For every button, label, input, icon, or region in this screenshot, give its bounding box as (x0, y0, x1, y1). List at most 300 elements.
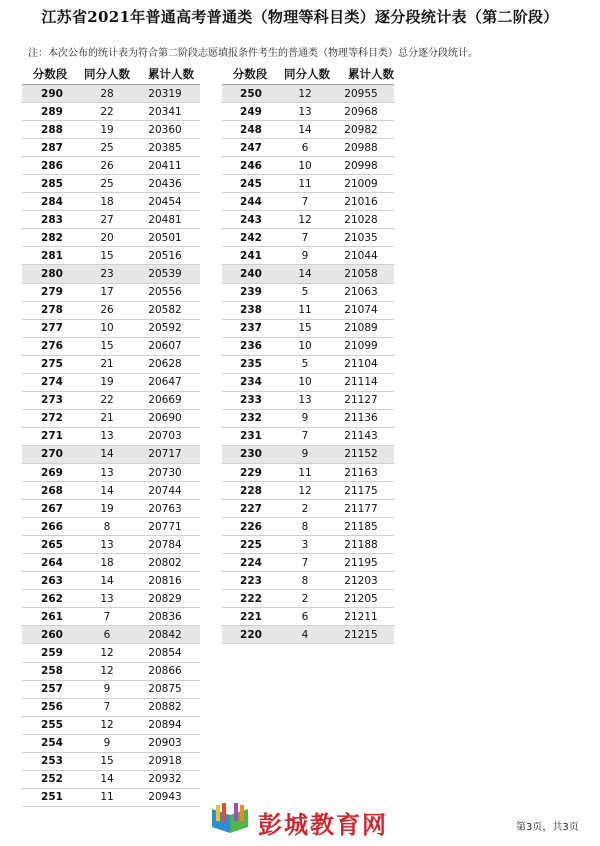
same-count-cell: 21 (100, 358, 114, 371)
table-row (22, 121, 200, 139)
same-count-cell: 9 (103, 737, 111, 750)
table-row (22, 717, 200, 735)
table-row (222, 175, 394, 193)
score-cell: 266 (41, 520, 63, 533)
header-same: 同分人数 (84, 67, 130, 81)
table-row (222, 247, 394, 265)
score-cell: 276 (41, 340, 63, 353)
same-count-cell: 7 (301, 231, 309, 244)
logo-text: 彭城教育网 (258, 810, 388, 839)
score-cell: 257 (41, 683, 63, 696)
table-row (22, 771, 200, 789)
score-cell: 253 (41, 755, 63, 768)
same-count-cell: 25 (100, 141, 114, 154)
score-cell: 228 (240, 484, 262, 497)
table-row (222, 356, 394, 374)
cumulative-cell: 21099 (344, 340, 378, 353)
score-cell: 280 (41, 267, 63, 280)
table-row (222, 626, 394, 644)
score-cell: 264 (41, 556, 63, 569)
same-count-cell: 5 (301, 286, 309, 299)
table-row (22, 446, 200, 464)
score-cell: 249 (240, 105, 262, 118)
same-count-cell: 12 (100, 665, 114, 678)
table-row (22, 789, 200, 807)
score-cell: 255 (41, 719, 63, 732)
table-row (222, 211, 394, 229)
score-cell: 272 (41, 412, 63, 425)
table-row (22, 392, 200, 410)
cumulative-cell: 21114 (344, 376, 378, 389)
score-cell: 246 (240, 159, 262, 172)
table-row (22, 663, 200, 681)
same-count-cell: 13 (298, 105, 312, 118)
cumulative-cell: 20882 (148, 701, 182, 714)
table-row (222, 392, 394, 410)
cumulative-cell: 20982 (344, 123, 378, 136)
cumulative-cell: 20385 (148, 141, 182, 154)
score-cell: 247 (240, 141, 262, 154)
cumulative-cell: 20918 (148, 755, 182, 768)
table-row (222, 590, 394, 608)
table-row (22, 536, 200, 554)
table-row (222, 338, 394, 356)
same-count-cell: 19 (100, 376, 114, 389)
table-header-right (222, 66, 406, 83)
score-cell: 290 (41, 87, 63, 100)
cumulative-cell: 20319 (148, 87, 182, 100)
score-cell: 231 (240, 430, 262, 443)
table-row (22, 626, 200, 644)
score-cell: 289 (41, 105, 63, 118)
table-row (22, 229, 200, 247)
score-cell: 233 (240, 394, 262, 407)
cumulative-cell: 20968 (344, 105, 378, 118)
score-cell: 244 (240, 195, 262, 208)
same-count-cell: 8 (301, 574, 309, 587)
table-row (22, 608, 200, 626)
score-cell: 225 (240, 538, 262, 551)
score-cell: 243 (240, 213, 262, 226)
score-cell: 262 (41, 592, 63, 605)
table-row (222, 464, 394, 482)
score-cell: 221 (240, 610, 262, 623)
cumulative-cell: 20866 (148, 665, 182, 678)
same-count-cell: 11 (298, 177, 312, 190)
score-cell: 277 (41, 322, 63, 335)
same-count-cell: 15 (100, 755, 114, 768)
table-row (222, 139, 394, 157)
cumulative-cell: 21089 (344, 322, 378, 335)
same-count-cell: 11 (100, 791, 114, 804)
score-cell: 284 (41, 195, 63, 208)
same-count-cell: 13 (298, 394, 312, 407)
score-cell: 252 (41, 773, 63, 786)
score-cell: 275 (41, 358, 63, 371)
cumulative-cell: 20763 (148, 502, 182, 515)
table-row (222, 103, 394, 121)
score-cell: 234 (240, 376, 262, 389)
score-cell: 220 (240, 628, 262, 641)
same-count-cell: 10 (298, 340, 312, 353)
cumulative-cell: 20539 (148, 267, 182, 280)
same-count-cell: 14 (298, 267, 312, 280)
same-count-cell: 10 (298, 159, 312, 172)
same-count-cell: 14 (100, 484, 114, 497)
header-score: 分数段 (232, 67, 268, 81)
table-row (22, 103, 200, 121)
same-count-cell: 19 (100, 123, 114, 136)
table-row (222, 482, 394, 500)
cumulative-cell: 20730 (148, 466, 182, 479)
table-row (22, 320, 200, 338)
same-count-cell: 19 (100, 502, 114, 515)
score-cell: 279 (41, 286, 63, 299)
same-count-cell: 6 (103, 628, 111, 641)
same-count-cell: 18 (100, 556, 114, 569)
cumulative-cell: 20690 (148, 412, 182, 425)
cumulative-cell: 21143 (344, 430, 378, 443)
same-count-cell: 3 (301, 538, 309, 551)
table-row (22, 175, 200, 193)
table-row (222, 157, 394, 175)
header-cum: 累计人数 (148, 67, 194, 81)
same-count-cell: 9 (301, 412, 309, 425)
score-cell: 287 (41, 141, 63, 154)
same-count-cell: 14 (100, 574, 114, 587)
cumulative-cell: 21211 (344, 610, 378, 623)
cumulative-cell: 20932 (148, 773, 182, 786)
cumulative-cell: 20454 (148, 195, 182, 208)
cumulative-cell: 20341 (148, 105, 182, 118)
table-row (222, 554, 394, 572)
table-row (22, 482, 200, 500)
cumulative-cell: 20360 (148, 123, 182, 136)
score-cell: 227 (240, 502, 262, 515)
table-row (22, 410, 200, 428)
cumulative-cell: 21136 (344, 412, 378, 425)
header-score: 分数段 (32, 67, 68, 81)
cumulative-cell: 20802 (148, 556, 182, 569)
same-count-cell: 12 (100, 646, 114, 659)
score-cell: 230 (240, 448, 262, 461)
score-cell: 236 (240, 340, 262, 353)
cumulative-cell: 20842 (148, 628, 182, 641)
score-cell: 245 (240, 177, 262, 190)
same-count-cell: 9 (301, 249, 309, 262)
cumulative-cell: 21028 (344, 213, 378, 226)
table-row (222, 410, 394, 428)
same-count-cell: 6 (301, 141, 309, 154)
table-row (222, 302, 394, 320)
cumulative-cell: 20998 (344, 159, 378, 172)
score-cell: 261 (41, 610, 63, 623)
same-count-cell: 22 (100, 394, 114, 407)
cumulative-cell: 20903 (148, 737, 182, 750)
table-row (222, 536, 394, 554)
same-count-cell: 28 (100, 87, 114, 100)
score-cell: 235 (240, 358, 262, 371)
score-cell: 260 (41, 628, 63, 641)
same-count-cell: 6 (301, 610, 309, 623)
table-row (222, 500, 394, 518)
cumulative-cell: 21185 (344, 520, 378, 533)
table-row (222, 608, 394, 626)
same-count-cell: 7 (301, 556, 309, 569)
score-cell: 281 (41, 249, 63, 262)
score-cell: 265 (41, 538, 63, 551)
cumulative-cell: 21177 (344, 502, 378, 515)
table-row (22, 500, 200, 518)
cumulative-cell: 20582 (148, 304, 182, 317)
same-count-cell: 13 (100, 430, 114, 443)
table-row (222, 85, 394, 103)
same-count-cell: 12 (298, 484, 312, 497)
table-row (22, 735, 200, 753)
score-cell: 237 (240, 322, 262, 335)
score-cell: 285 (41, 177, 63, 190)
cumulative-cell: 20829 (148, 592, 182, 605)
cumulative-cell: 20436 (148, 177, 182, 190)
table-header-left (22, 66, 206, 83)
table-row (22, 464, 200, 482)
table-row (22, 356, 200, 374)
cumulative-cell: 21215 (344, 628, 378, 641)
table-row (222, 229, 394, 247)
same-count-cell: 11 (298, 304, 312, 317)
same-count-cell: 25 (100, 177, 114, 190)
score-table-right (222, 85, 394, 644)
same-count-cell: 4 (301, 628, 309, 641)
score-cell: 282 (41, 231, 63, 244)
score-cell: 240 (240, 267, 262, 280)
score-cell: 256 (41, 701, 63, 714)
same-count-cell: 9 (301, 448, 309, 461)
cumulative-cell: 20647 (148, 376, 182, 389)
table-row (222, 320, 394, 338)
table-row (222, 518, 394, 536)
table-row (22, 644, 200, 662)
table-row (22, 193, 200, 211)
score-cell: 254 (41, 737, 63, 750)
cumulative-cell: 20501 (148, 231, 182, 244)
score-cell: 286 (41, 159, 63, 172)
score-cell: 223 (240, 574, 262, 587)
cumulative-cell: 20836 (148, 610, 182, 623)
cumulative-cell: 20592 (148, 322, 182, 335)
cumulative-cell: 21035 (344, 231, 378, 244)
same-count-cell: 7 (103, 610, 111, 623)
score-cell: 250 (240, 87, 262, 100)
same-count-cell: 7 (301, 430, 309, 443)
cumulative-cell: 20717 (148, 448, 182, 461)
score-cell: 224 (240, 556, 262, 569)
page-number: 第3页，共3页 (516, 822, 579, 833)
same-count-cell: 21 (100, 412, 114, 425)
score-cell: 251 (41, 791, 63, 804)
same-count-cell: 13 (100, 592, 114, 605)
table-row (22, 139, 200, 157)
cumulative-cell: 21175 (344, 484, 378, 497)
cumulative-cell: 20744 (148, 484, 182, 497)
same-count-cell: 13 (100, 538, 114, 551)
page-title: 江苏省2021年普通高考普通类（物理等科目类）逐分段统计表（第二阶段） (41, 8, 559, 26)
cumulative-cell: 20854 (148, 646, 182, 659)
table-row (22, 302, 200, 320)
cumulative-cell: 20894 (148, 719, 182, 732)
same-count-cell: 14 (298, 123, 312, 136)
cumulative-cell: 20955 (344, 87, 378, 100)
same-count-cell: 26 (100, 159, 114, 172)
cumulative-cell: 21044 (344, 249, 378, 262)
table-row (222, 121, 394, 139)
same-count-cell: 15 (100, 249, 114, 262)
book-icon (208, 803, 252, 841)
table-row (222, 572, 394, 590)
cumulative-cell: 21063 (344, 286, 378, 299)
table-row (222, 428, 394, 446)
table-row (222, 446, 394, 464)
score-cell: 222 (240, 592, 262, 605)
score-cell: 268 (41, 484, 63, 497)
same-count-cell: 18 (100, 195, 114, 208)
table-row (222, 193, 394, 211)
same-count-cell: 13 (100, 466, 114, 479)
cumulative-cell: 20816 (148, 574, 182, 587)
same-count-cell: 26 (100, 304, 114, 317)
cumulative-cell: 21074 (344, 304, 378, 317)
cumulative-cell: 20481 (148, 213, 182, 226)
cumulative-cell: 21152 (344, 448, 378, 461)
same-count-cell: 10 (298, 376, 312, 389)
cumulative-cell: 21104 (344, 358, 378, 371)
same-count-cell: 20 (100, 231, 114, 244)
cumulative-cell: 20556 (148, 286, 182, 299)
same-count-cell: 7 (301, 195, 309, 208)
same-count-cell: 17 (100, 286, 114, 299)
table-row (22, 211, 200, 229)
score-cell: 273 (41, 394, 63, 407)
same-count-cell: 8 (301, 520, 309, 533)
cumulative-cell: 20628 (148, 358, 182, 371)
table-row (22, 85, 200, 103)
table-row (222, 374, 394, 392)
table-row (22, 265, 200, 283)
score-cell: 267 (41, 502, 63, 515)
score-cell: 271 (41, 430, 63, 443)
cumulative-cell: 20875 (148, 683, 182, 696)
same-count-cell: 22 (100, 105, 114, 118)
cumulative-cell: 21009 (344, 177, 378, 190)
score-cell: 248 (240, 123, 262, 136)
same-count-cell: 9 (103, 683, 111, 696)
score-table-left (22, 85, 200, 807)
cumulative-cell: 21205 (344, 592, 378, 605)
same-count-cell: 23 (100, 267, 114, 280)
cumulative-cell: 20411 (148, 159, 182, 172)
cumulative-cell: 21058 (344, 267, 378, 280)
cumulative-cell: 21203 (344, 574, 378, 587)
cumulative-cell: 20784 (148, 538, 182, 551)
score-cell: 263 (41, 574, 63, 587)
cumulative-cell: 20703 (148, 430, 182, 443)
header-same: 同分人数 (284, 67, 330, 81)
cumulative-cell: 21195 (344, 556, 378, 569)
score-cell: 239 (240, 286, 262, 299)
table-row (22, 247, 200, 265)
same-count-cell: 7 (103, 701, 111, 714)
same-count-cell: 8 (103, 520, 111, 533)
cumulative-cell: 20516 (148, 249, 182, 262)
table-row (22, 590, 200, 608)
cumulative-cell: 20669 (148, 394, 182, 407)
cumulative-cell: 20988 (344, 141, 378, 154)
header-cum: 累计人数 (348, 67, 394, 81)
same-count-cell: 2 (301, 592, 309, 605)
same-count-cell: 11 (298, 466, 312, 479)
score-cell: 283 (41, 213, 63, 226)
score-cell: 278 (41, 304, 63, 317)
score-cell: 274 (41, 376, 63, 389)
table-row (22, 699, 200, 717)
table-row (222, 284, 394, 302)
same-count-cell: 2 (301, 502, 309, 515)
score-cell: 232 (240, 412, 262, 425)
score-cell: 242 (240, 231, 262, 244)
score-cell: 270 (41, 448, 63, 461)
table-row (222, 265, 394, 283)
cumulative-cell: 20771 (148, 520, 182, 533)
same-count-cell: 14 (100, 448, 114, 461)
table-note: 注：本次公布的统计表为符合第二阶段志愿填报条件考生的普通类（物理等科目类）总分逐分段统计。 (28, 48, 478, 59)
same-count-cell: 15 (298, 322, 312, 335)
cumulative-cell: 21127 (344, 394, 378, 407)
table-row (22, 374, 200, 392)
score-cell: 288 (41, 123, 63, 136)
same-count-cell: 15 (100, 340, 114, 353)
score-cell: 241 (240, 249, 262, 262)
cumulative-cell: 21016 (344, 195, 378, 208)
score-cell: 226 (240, 520, 262, 533)
score-cell: 229 (240, 466, 262, 479)
same-count-cell: 5 (301, 358, 309, 371)
table-row (22, 284, 200, 302)
table-row (22, 681, 200, 699)
score-cell: 269 (41, 466, 63, 479)
cumulative-cell: 20607 (148, 340, 182, 353)
table-row (22, 157, 200, 175)
score-cell: 238 (240, 304, 262, 317)
same-count-cell: 10 (100, 322, 114, 335)
same-count-cell: 27 (100, 213, 114, 226)
table-row (22, 554, 200, 572)
table-row (22, 428, 200, 446)
cumulative-cell: 20943 (148, 791, 182, 804)
table-row (22, 753, 200, 771)
same-count-cell: 14 (100, 773, 114, 786)
score-cell: 259 (41, 646, 63, 659)
table-row (22, 518, 200, 536)
site-logo (208, 803, 388, 841)
cumulative-cell: 21163 (344, 466, 378, 479)
same-count-cell: 12 (100, 719, 114, 732)
same-count-cell: 12 (298, 213, 312, 226)
table-row (22, 338, 200, 356)
table-row (22, 572, 200, 590)
cumulative-cell: 21188 (344, 538, 378, 551)
same-count-cell: 12 (298, 87, 312, 100)
score-cell: 258 (41, 665, 63, 678)
